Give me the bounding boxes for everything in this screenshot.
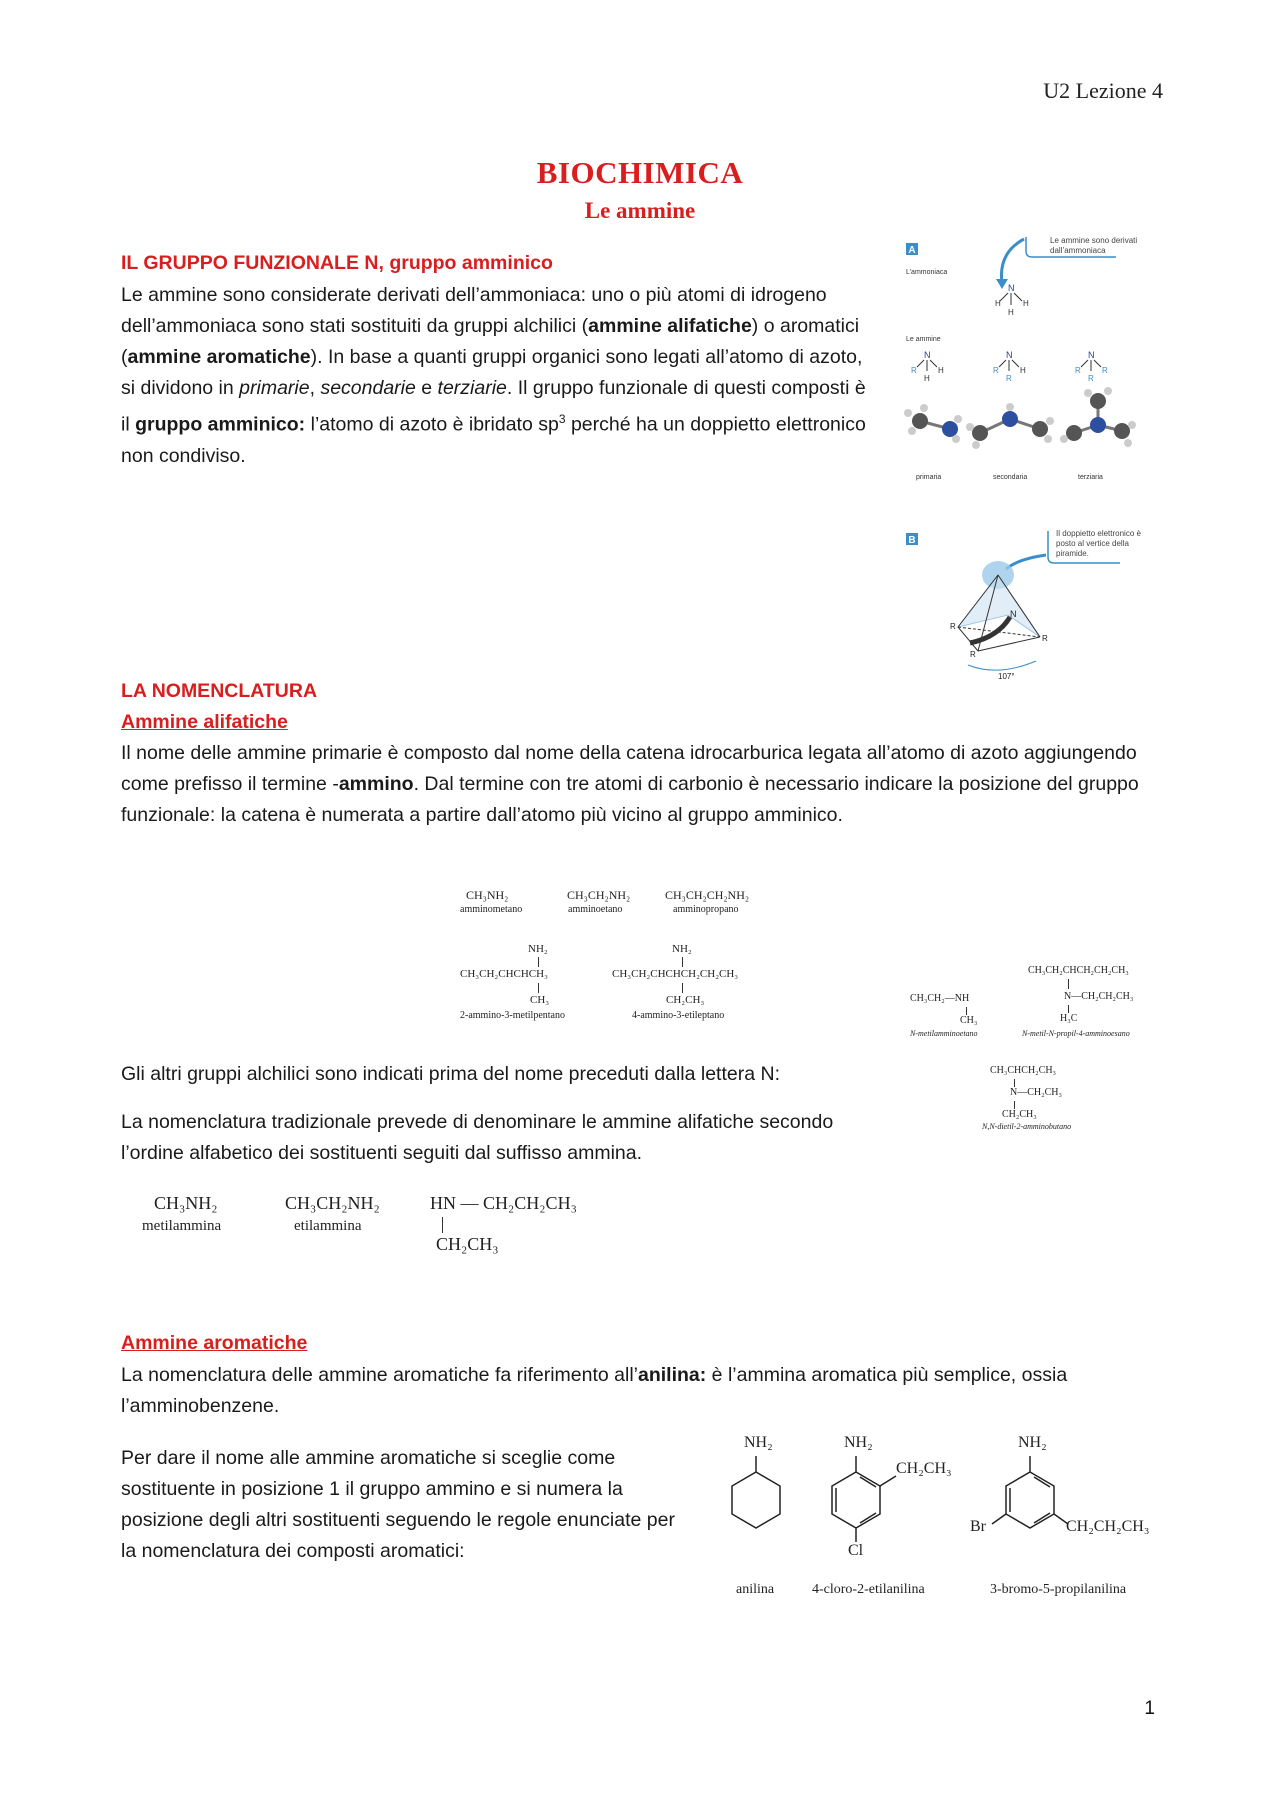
ammonia-h2: H [1023, 299, 1029, 308]
name-2-ammino-3-metilpentano: 2-ammino-3-metilpentano [460, 1010, 565, 1021]
figure-a-svg [898, 233, 1168, 488]
aliphatic-examples [460, 888, 880, 1038]
subheading-aliphatic: Ammine alifatiche [121, 711, 288, 733]
formula-4-ammino-3-etileptano: CH₃CH₂CHCHCH₂CH₂CH₃ [612, 968, 739, 980]
formula-metilammina: CH₃NH₂ [154, 1193, 218, 1213]
pyramid-r3: R [970, 650, 976, 659]
caption-terziaria: terziaria [1078, 474, 1103, 481]
nh2-bromopropil: NH₂ [1018, 1434, 1047, 1451]
3-bromo-5-propilanilina-structure [992, 1456, 1068, 1528]
name-4-ammino-3-etileptano: 4-ammino-3-etileptano [632, 1010, 725, 1021]
svg-text:R: R [993, 366, 999, 375]
formula-2-ammino-3-metilpentano: CH₃CH₂CHCHCH₃ [460, 968, 548, 980]
svg-text:R: R [1102, 366, 1108, 375]
formula-chain-3: CH₃CHCH₂CH₃ [990, 1065, 1057, 1076]
pyramid-r1: R [950, 622, 956, 631]
ammonia-h1: H [995, 299, 1001, 308]
formula-n-propyl: N—CH₂CH₂CH₃ [1064, 991, 1134, 1002]
aromatic-rules-paragraph: Per dare il nome alle ammine aromatiche si sceglie come sostituente in posizione 1 il gruppo ammino e si numera la posizione degli altri sostituenti seguendo le regole enunciate per la nomenclatura dei composti aromatici: [121, 1447, 675, 1562]
nh2-label-2: NH₂ [672, 943, 692, 955]
ethyl-branch: CH₂CH₃ [666, 994, 705, 1006]
traditional-paragraph: La nomenclatura tradizionale prevede di denominare le ammine alifatiche secondo l’ordine alfabetico dei sostituenti seguiti dal suffisso ammina. [121, 1111, 834, 1164]
formula-chain-2: CH₃CH₂CHCH₂CH₂CH₃ [1028, 965, 1129, 976]
nh2-label-1: NH₂ [528, 943, 548, 955]
formula-amminoetano: CH₃CH₂NH₂ [567, 888, 631, 902]
bond-3 [682, 957, 683, 967]
svg-text:H: H [924, 374, 930, 383]
methyl-n1: CH₃ [960, 1015, 978, 1026]
propyl-substituent: CH₂CH₂CH₃ [1066, 1518, 1150, 1535]
aliphatic-paragraph: Il nome delle ammine primarie è composto dal nome della catena idrocarburica legata all’atomo di azoto aggiungendo come prefisso il termine -ammino. Dal termine con tre atomi di carbonio è necessario indicare la posizione del gruppo funzionale: la catena è numerata a partire dall’atomo più vicino al gruppo amminico. [121, 742, 1139, 826]
bond-n5 [1014, 1101, 1015, 1109]
n-prefix-paragraph: Gli altri gruppi alchilici sono indicati prima del nome preceduti dalla lettera N: [121, 1063, 780, 1085]
br-substituent: Br [970, 1518, 986, 1535]
name-n-metilamminoetano: N-metilamminoetano [910, 1029, 978, 1038]
callout-arrow [1001, 239, 1024, 283]
label-ammine: Le ammine [906, 336, 941, 343]
section-heading-nomenclatura: LA NOMENCLATURA [121, 680, 318, 702]
name-anilina: anilina [736, 1582, 775, 1597]
section-heading-functional-group: IL GRUPPO FUNZIONALE N, gruppo amminico [121, 252, 553, 274]
formula-n-ethyl: N—CH₂CH₃ [1010, 1087, 1062, 1098]
name-amminoetano: amminoetano [568, 904, 623, 915]
formula-etilammina: CH₃CH₂NH₂ [285, 1193, 380, 1213]
ethyl-substituent: CH₂CH₃ [896, 1460, 952, 1477]
svg-text:R: R [1075, 366, 1081, 375]
model-primary [904, 404, 962, 443]
name-etilammina: etilammina [294, 1218, 362, 1234]
svg-text:R: R [911, 366, 917, 375]
name-amminometano: amminometano [460, 904, 523, 915]
formula-secondary-amine: HN — CH₂CH₂CH₃ [430, 1193, 577, 1213]
bond-1 [538, 957, 539, 967]
bond-n1 [966, 1007, 967, 1015]
name-metilammina: metilammina [142, 1218, 222, 1234]
ammonia-h3: H [1008, 308, 1014, 317]
aromatic-structures [720, 1430, 1180, 1610]
pyramid-n: N [1010, 609, 1017, 619]
caption-secondaria: secondaria [993, 474, 1028, 481]
4-cloro-2-etilanilina-structure [832, 1456, 896, 1542]
svg-text:R: R [1088, 374, 1094, 383]
nh2-cloroetil: NH₂ [844, 1434, 873, 1451]
bond-n2 [1068, 979, 1069, 989]
ethyl-n3: CH₂CH₃ [1002, 1109, 1037, 1120]
page-title: BIOCHIMICA [536, 155, 744, 190]
figure-b-badge: B [908, 535, 916, 546]
cl-substituent: Cl [848, 1542, 864, 1559]
ethyl-trad: CH₂CH₃ [436, 1234, 499, 1254]
label-ammoniaca: L’ammoniaca [906, 269, 948, 276]
header-reference: U2 Lezione 4 [1043, 78, 1163, 103]
formula-amminometano: CH₃NH₂ [466, 888, 509, 902]
lewis-primary [911, 350, 944, 383]
methyl-n2: H₃C [1060, 1013, 1078, 1024]
figure-amines-structures [898, 233, 1168, 488]
anilina-structure [732, 1456, 780, 1528]
page-number: 1 [1144, 1698, 1155, 1719]
name-3-bromo-5-propilanilina: 3-bromo-5-propilanilina [990, 1582, 1127, 1597]
callout-arrowhead [996, 279, 1008, 289]
section1-paragraph: Le ammine sono considerate derivati dell’ammoniaca: uno o più atomi di idrogeno dell’ammoniaca sono stati sostituiti da gruppi alchilici (ammine alifatiche) o aromatici (ammine aromatiche). In base a quanti gruppi organici sono legati all’atomo di azoto, si dividono in primarie, secondarie e terziarie. Il gruppo funzionale di questi composti è il gruppo amminico: l’atomo di azoto è ibridato $sp^3$ perché ha un doppietto elettronico non condiviso. [121, 284, 866, 467]
model-tertiary [1060, 387, 1136, 447]
traditional-examples [140, 1188, 600, 1263]
callout-b-arrow [1006, 555, 1046, 569]
aromatic-paragraph: La nomenclatura delle ammine aromatiche fa riferimento all’anilina: è l’ammina aromatica più semplice, ossia l’amminobenzene. [121, 1364, 1068, 1417]
figure-pyramid [898, 525, 1168, 685]
name-n-n-dietil-2-amminobutano: N,N-dietil-2-amminobutano [982, 1122, 1072, 1131]
subheading-aromatic: Ammine aromatiche [121, 1332, 308, 1354]
angle-label: 107° [998, 672, 1015, 681]
lewis-tertiary [1075, 350, 1108, 383]
svg-text:H: H [938, 366, 944, 375]
angle-arc [968, 661, 1036, 670]
methyl-branch: CH₃ [530, 994, 550, 1006]
bond-4 [682, 983, 683, 993]
svg-text:N: N [1006, 350, 1013, 360]
svg-text:R: R [1006, 374, 1012, 383]
svg-text:N: N [924, 350, 931, 360]
bond-2 [538, 983, 539, 993]
svg-text:H: H [1020, 366, 1026, 375]
figure-a-badge: A [908, 245, 916, 256]
svg-text:N: N [1088, 350, 1095, 360]
name-4-cloro-2-etilanilina: 4-cloro-2-etilanilina [812, 1582, 925, 1597]
page-subtitle: Le ammine [584, 198, 696, 223]
nh2-anilina: NH₂ [744, 1434, 773, 1451]
lewis-secondary [993, 350, 1026, 383]
model-secondary [966, 403, 1054, 449]
formula-amminopropano: CH₃CH₂CH₂NH₂ [665, 888, 750, 902]
figure-a-callout: Le ammine sono derivati dall’ammoniaca [1050, 236, 1138, 255]
caption-primaria: primaria [916, 474, 942, 481]
name-amminopropano: amminopropano [673, 904, 739, 915]
pyramid-r2: R [1042, 634, 1048, 643]
formula-n-metilamminoetano: CH₃CH₂—NH [910, 993, 970, 1004]
bond-n3 [1068, 1005, 1069, 1013]
ammonia-n: N [1008, 283, 1015, 293]
name-n-metil-n-propil-4-amminoesano: N-metil-N-propil-4-amminoesano [1022, 1029, 1130, 1038]
figure-b-callout: Il doppietto elettronico è posto al vertice della piramide. [1056, 529, 1141, 558]
bond-n4 [1014, 1079, 1015, 1087]
n-substituted-examples [910, 965, 1170, 1155]
bond-trad [442, 1217, 443, 1233]
